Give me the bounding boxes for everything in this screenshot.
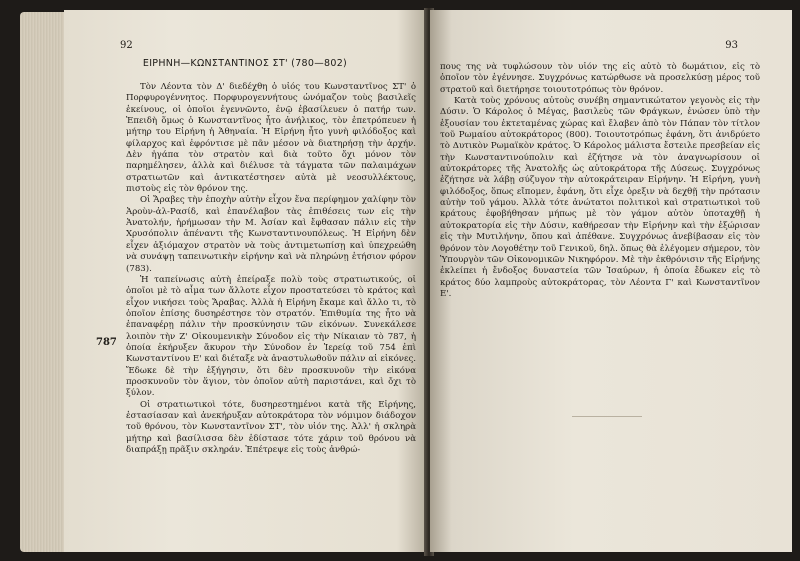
page-number: 92: [120, 40, 133, 51]
paragraph: Τὸν Λέοντα τὸν Δ' διεδέχθη ὁ υἱός του Κωνσταντῖνος ΣΤ' ὁ Πορφυρογέννητος. Πορφυρογεννήτους ὠνόμαζον τοὺς βασιλεῖς ἐκείνους, οἱ ὁποῖοι ἐγεννῶντο, ἐνῷ ἐβασίλευεν ὁ πατήρ των. Ἐπειδὴ ὅμως ὁ Κωνσταντῖνος ἦτο ἀνήλικος, τὸν ἐπετρόπευεν ἡ μήτηρ του Εἰρήνη ἡ Ἀθηναία. Ἡ Εἰρήνη ἦτο γυνὴ φιλόδοξος καὶ φίλαρχος καὶ ἐφρόντισε μὲ πᾶν μέσον νὰ διατηρήσῃ τὴν ἀρχήν. Δὲν ἠγάπα τὸν στρατὸν καὶ διὰ τοῦτο ὄχι μόνον τὸν παρημέλησεν, ἀλλὰ καὶ διέλυσε τὰ τάγματα τῶν παλαιμάχων στρατιωτῶν καὶ ἀντικατέστησεν αὐτὰ μὲ νεοσυλλέκτους, πιστοὺς εἰς τὸν θρόνον της.: [126, 82, 416, 195]
paragraph: Κατὰ τοὺς χρόνους αὐτοὺς συνέβη σημαντικώτατον γεγονὸς εἰς τὴν Δύσιν. Ὁ Κάρολος ὁ Μέγας, βασιλεὺς τῶν Φράγκων, ἐνώσεν ὑπὸ τὴν ἐξουσίαν του ἐκτεταμένας χώρας καὶ ἔλαβεν ἀπὸ τὸν Πάπαν τὸν τίτλον τοῦ Ρωμαίου αὐτοκράτορος (800). Τοιουτοτρόπως ἐφάνη, ὅτι ἀνιδρύετο τὸ Δυτικὸν Ρωμαϊκὸν κράτος. Ὁ Κάρολος μάλιστα ἔστειλε πρεσβείαν εἰς τὴν Κωνσταντινούπολιν καὶ ἐζήτησε νὰ τὸν ἀναγνωρίσουν οἱ αὐτοκράτορες τῆς Ἀνατολῆς ὡς αὐτοκράτορα τῆς Δύσεως. Συγχρόνως ἐζήτησε νὰ λάβῃ σύζυγον τὴν αὐτοκράτειραν Εἰρήνην. Ἡ Εἰρήνη, γυνὴ φιλόδοξος, ὅπως εἴπομεν, ἐφάνη, ὅτι εἶχε ὀρεξιν νὰ δεχθῇ τὴν πρότασιν αὐτὴν τοῦ γάμου. Ἀλλὰ τότε ἀνώτατοι πολιτικοὶ καὶ στρατιωτικοὶ τοῦ κράτους ἐφοβήθησαν μήπως μὲ τὸν γάμον αὐτὸν ὑποταχθῇ ἡ αὐτοκρατορία εἰς τὴν Δύσιν, καθήρεσαν τὴν Εἰρήνην καὶ τὴν ἐξώρισαν εἰς τὴν Μυτιλήνην, ὅπου καὶ ἀπέθανε. Συγχρόνως ἀνεβίβασαν εἰς τὸν θρόνον τὸν Λογοθέτην τοῦ Γενικοῦ, δηλ. ὅπως θὰ ἐλέγομεν σήμερον, τὸν Ὑπουργὸν τῶν Οἰκονομικῶν Νικηφόρον. Μὲ τὴν ἐκθρόνισιν τῆς Εἰρήνης ἐκλείπει ἡ ἔνδοξος δυναστεία τῶν Ἰσαύρων, ἡ ὁποία ἔδωκεν εἰς τὸ κράτος δύο λαμπροὺς αὐτοκράτορας, τὸν Λέοντα Γ' καὶ Κωνσταντῖνον Ε'.: [440, 96, 760, 299]
left-page: [64, 10, 426, 552]
paragraph: Ἡ ταπείνωσις αὐτὴ ἐπείραξε πολὺ τοὺς στρατιωτικούς, οἱ ὁποῖοι μὲ τὸ αἷμα των ἄλλοτε εἶχον προστατεύσει τὸ κράτος καὶ εἶχον νικήσει τοὺς Ἄραβας. Ἀλλὰ ἡ Εἰρήνη ἔκαμε καὶ ἄλλο τι, τὸ ὁποῖον ἐπίσης δυσηρέστησε τὸν στρατόν. Ἐπιθυμία της ἦτο νὰ ἐπαναφέρῃ πάλιν τὴν προσκύνησιν τῶν εἰκόνων. Συνεκάλεσε λοιπὸν τὴν Ζ' Οἰκουμενικὴν Σύνοδον εἰς τὴν Νίκαιαν τὸ 787, ἡ ὁποία ἐκήρυξεν ἄκυρον τὴν Σύνοδον ἐν Ἱερείᾳ τοῦ 754 ἐπὶ Κωνσταντίνου Ε' καὶ διέταξε νὰ ἀναστυλωθοῦν πάλιν αἱ εἰκόνες. Ἔδωκε δὲ τὴν ἐξήγησιν, ὅτι δὲν προσκυνοῦν τὴν εἰκόνα προσκυνοῦν τὸν ἅγιον, τὸν ὁποῖον αὐτὴ παριστάνει, καὶ ὄχι τὸ ξύλον.: [126, 274, 416, 399]
left-page-text: [126, 82, 416, 456]
right-page: [430, 10, 792, 552]
page-number: 93: [725, 40, 738, 51]
paragraph: Οἱ Ἄραβες τὴν ἐποχὴν αὐτὴν εἶχον ἕνα περίφημον χαλίφην τὸν Ἀροὺν-ἀλ-Ρασίδ, καὶ ἐπανέλαβον τὰς ἐπιθέσεις των εἰς τὴν Ἀνατολήν, ἠρήμωσαν τὴν Μ. Ἀσίαν καὶ ἔφθασαν πάλιν εἰς τὴν Χρυσόπολιν ἀπέναντι τῆς Κωνσταντινουπόλεως. Ἡ Εἰρήνη δὲν εἶχεν ἀξιόμαχον στρατὸν νὰ τοὺς ἀντιμετωπίσῃ καὶ ὑπεχρεώθη νὰ συνάψῃ ταπεινωτικὴν εἰρήνην καὶ νὰ πληρώνῃ ἐτήσιον φόρον (783).: [126, 195, 416, 274]
section-divider: [572, 416, 642, 417]
running-head: ΕΙΡΗΝΗ—ΚΩΝΣΤΑΝΤΙΝΟΣ ΣΤ' (780—802): [142, 58, 348, 69]
paragraph: Οἱ στρατιωτικοὶ τότε, δυσηρεστημένοι κατὰ τῆς Εἰρήνης, ἐστασίασαν καὶ ἀνεκήρυξαν αὐτοκράτορα τὸν νόμιμον διάδοχον τοῦ θρόνου, τὸν Κωνσταντῖνον ΣΤ', τὸν υἱόν της. Ἀλλ' ἡ σκληρὰ μήτηρ καὶ βασίλισσα δὲν ἐδίστασε τότε χάριν τοῦ θρόνου νὰ διαπράξῃ πρᾶξιν σκληράν. Ἐπέτρεψε εἰς τοὺς ἀνθρώ-: [126, 399, 416, 455]
right-page-text: [440, 62, 760, 300]
margin-year-note: 787: [96, 337, 117, 348]
paragraph: πους της νὰ τυφλώσουν τὸν υἱόν της εἰς αὐτὸ τὸ δωμάτιον, εἰς τὸ ὁποῖον τὸν ἐγέννησε. Συγχρόνως κατώρθωσε νὰ προσελκύσῃ μέρος τοῦ στρατοῦ καὶ διετήρησε τοιουτοτρόπως τὸν θρόνον.: [440, 62, 760, 95]
